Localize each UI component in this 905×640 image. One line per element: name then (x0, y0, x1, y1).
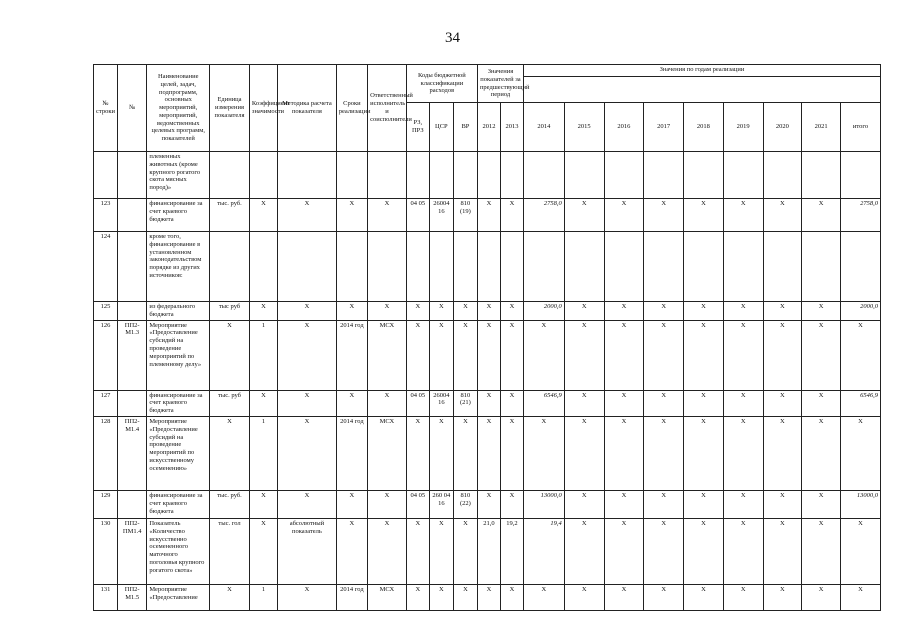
table-row (94, 302, 881, 321)
cell-rz: X (406, 518, 429, 584)
cell-y2017 (644, 152, 684, 199)
cell-y2019: X (723, 320, 763, 390)
cell-method (278, 232, 337, 302)
cell-num (118, 490, 147, 518)
table-row (94, 390, 881, 416)
header-y2019: 2019 (723, 103, 763, 152)
cell-vr: 810 (21) (453, 390, 477, 416)
cell-rz: X (406, 584, 429, 610)
cell-y2018: X (684, 199, 724, 232)
header-term: Сроки реализации (336, 65, 367, 152)
cell-total: X (840, 320, 880, 390)
cell-term: 2014 год (336, 416, 367, 490)
cell-resp: X (368, 518, 407, 584)
cell-resp: МСХ (368, 416, 407, 490)
cell-y2015: X (564, 518, 604, 584)
cell-method: X (278, 302, 337, 321)
cell-y2013: 19,2 (500, 518, 523, 584)
cell-y2013 (500, 152, 523, 199)
cell-y2012 (477, 232, 500, 302)
cell-y2017: X (644, 584, 684, 610)
header-method: Методика расчета показателя (278, 65, 337, 152)
cell-n: 126 (94, 320, 118, 390)
cell-y2017 (644, 232, 684, 302)
cell-term: X (336, 490, 367, 518)
cell-y2013: X (500, 584, 523, 610)
header-row-no: № строки (94, 65, 118, 152)
cell-y2020: X (763, 490, 802, 518)
cell-y2014: 19,4 (524, 518, 565, 584)
cell-y2012 (477, 152, 500, 199)
cell-resp (368, 232, 407, 302)
cell-csr: 260 04 16 (429, 490, 453, 518)
cell-term: X (336, 518, 367, 584)
table-row (94, 518, 881, 584)
cell-coef: 1 (249, 320, 277, 390)
cell-y2017: X (644, 320, 684, 390)
cell-y2013: X (500, 199, 523, 232)
header-y2017: 2017 (644, 103, 684, 152)
cell-y2017: X (644, 199, 684, 232)
cell-y2019 (723, 152, 763, 199)
cell-y2019: X (723, 490, 763, 518)
cell-unit (210, 152, 250, 199)
header-budget-codes: Коды бюджетной классификации расходов (406, 65, 477, 103)
cell-y2019: X (723, 302, 763, 321)
cell-y2017: X (644, 416, 684, 490)
header-y2016: 2016 (604, 103, 644, 152)
cell-n: 127 (94, 390, 118, 416)
cell-num (118, 152, 147, 199)
cell-y2020: X (763, 416, 802, 490)
cell-coef: X (249, 302, 277, 321)
cell-y2021 (802, 232, 841, 302)
cell-y2020 (763, 152, 802, 199)
cell-vr: X (453, 416, 477, 490)
cell-term: 2014 год (336, 584, 367, 610)
cell-n: 124 (94, 232, 118, 302)
cell-method: X (278, 390, 337, 416)
cell-term: 2014 год (336, 320, 367, 390)
cell-y2012: X (477, 302, 500, 321)
cell-rz: 04 05 (406, 490, 429, 518)
cell-name: финансирование за счет краевого бюджета (147, 490, 210, 518)
header-code-rz: РЗ, ПРЗ (406, 103, 429, 152)
cell-n: 128 (94, 416, 118, 490)
cell-y2020: X (763, 320, 802, 390)
cell-vr: X (453, 518, 477, 584)
cell-y2012: X (477, 584, 500, 610)
cell-coef: X (249, 199, 277, 232)
cell-y2013: X (500, 416, 523, 490)
cell-y2018: X (684, 416, 724, 490)
table-row (94, 490, 881, 518)
table-row (94, 320, 881, 390)
cell-csr: 26004 16 (429, 390, 453, 416)
cell-y2018: X (684, 320, 724, 390)
cell-resp (368, 152, 407, 199)
cell-vr: X (453, 302, 477, 321)
cell-vr: X (453, 320, 477, 390)
cell-num (118, 302, 147, 321)
cell-method: X (278, 584, 337, 610)
cell-y2015: X (564, 416, 604, 490)
cell-csr: X (429, 416, 453, 490)
cell-y2017: X (644, 490, 684, 518)
cell-num: ПП2-ПМ1.4 (118, 518, 147, 584)
cell-y2016 (604, 232, 644, 302)
cell-csr: X (429, 518, 453, 584)
cell-total: X (840, 416, 880, 490)
table-row (94, 416, 881, 490)
cell-name: Показатель «Количество искусственно осемененного маточного поголовья крупного рогатого скота» (147, 518, 210, 584)
cell-name: кроме того, финансирование в установленном законодательством порядке из других источников: (147, 232, 210, 302)
cell-y2021: X (802, 584, 841, 610)
cell-total (840, 152, 880, 199)
cell-total: 6546,9 (840, 390, 880, 416)
header-y2014: 2014 (524, 103, 565, 152)
cell-y2016: X (604, 518, 644, 584)
header-y2013: 2013 (500, 103, 523, 152)
header-years-values: Значения по годам реализации (524, 65, 881, 77)
cell-y2021: X (802, 199, 841, 232)
cell-y2018: X (684, 490, 724, 518)
cell-unit (210, 232, 250, 302)
cell-unit: тыс. руб. (210, 199, 250, 232)
header-total: итого (840, 103, 880, 152)
cell-name: Мероприятие «Предоставление субсидий на проведение мероприятий по искусственному осеменению» (147, 416, 210, 490)
cell-y2016 (604, 152, 644, 199)
cell-csr: X (429, 302, 453, 321)
cell-csr: X (429, 320, 453, 390)
cell-resp: МСХ (368, 584, 407, 610)
cell-name: финансирование за счет краевого бюджета (147, 390, 210, 416)
cell-y2014: 2758,0 (524, 199, 565, 232)
cell-y2015: X (564, 390, 604, 416)
cell-y2012: X (477, 199, 500, 232)
cell-rz (406, 152, 429, 199)
cell-total: X (840, 584, 880, 610)
cell-y2020: X (763, 518, 802, 584)
cell-y2014: X (524, 320, 565, 390)
cell-total (840, 232, 880, 302)
cell-method: X (278, 320, 337, 390)
header-y2021: 2021 (802, 103, 841, 152)
cell-y2014 (524, 152, 565, 199)
cell-term (336, 232, 367, 302)
cell-y2012: X (477, 320, 500, 390)
cell-vr: X (453, 584, 477, 610)
cell-y2016: X (604, 320, 644, 390)
cell-y2014 (524, 232, 565, 302)
cell-name: Мероприятие «Предоставление (147, 584, 210, 610)
cell-num: ПП2-М1.5 (118, 584, 147, 610)
cell-y2020 (763, 232, 802, 302)
cell-y2016: X (604, 584, 644, 610)
cell-y2020: X (763, 199, 802, 232)
cell-y2013: X (500, 490, 523, 518)
cell-y2018: X (684, 518, 724, 584)
cell-y2018 (684, 152, 724, 199)
cell-name: финансирование за счет краевого бюджета (147, 199, 210, 232)
cell-y2013: X (500, 320, 523, 390)
cell-resp: X (368, 302, 407, 321)
cell-rz: X (406, 416, 429, 490)
cell-y2020: X (763, 584, 802, 610)
header-y2020: 2020 (763, 103, 802, 152)
cell-rz: X (406, 302, 429, 321)
cell-total: 2758,0 (840, 199, 880, 232)
cell-rz: 04 05 (406, 390, 429, 416)
table-row (94, 152, 881, 199)
cell-y2015: X (564, 320, 604, 390)
cell-n: 123 (94, 199, 118, 232)
cell-vr: 810 (19) (453, 199, 477, 232)
cell-name: из федерального бюджета (147, 302, 210, 321)
header-y2018: 2018 (684, 103, 724, 152)
cell-y2019: X (723, 390, 763, 416)
cell-term: X (336, 199, 367, 232)
cell-y2021: X (802, 490, 841, 518)
cell-y2021: X (802, 416, 841, 490)
cell-y2019 (723, 232, 763, 302)
cell-y2012: X (477, 416, 500, 490)
cell-method (278, 152, 337, 199)
cell-unit: тыс. руб. (210, 490, 250, 518)
cell-y2015 (564, 152, 604, 199)
cell-num (118, 390, 147, 416)
header-code-csr: ЦСР (429, 103, 453, 152)
cell-y2014: X (524, 584, 565, 610)
header-code-vr: ВР (453, 103, 477, 152)
cell-unit: X (210, 416, 250, 490)
cell-y2015 (564, 232, 604, 302)
cell-num: ПП2-М1.3 (118, 320, 147, 390)
cell-coef: 1 (249, 584, 277, 610)
cell-y2016: X (604, 199, 644, 232)
header-num: № (118, 65, 147, 152)
cell-y2018 (684, 232, 724, 302)
cell-vr (453, 232, 477, 302)
cell-resp: X (368, 390, 407, 416)
cell-unit: X (210, 584, 250, 610)
cell-method: X (278, 416, 337, 490)
cell-csr (429, 232, 453, 302)
table-row (94, 584, 881, 610)
cell-rz (406, 232, 429, 302)
table-body (94, 152, 881, 611)
cell-num (118, 199, 147, 232)
cell-y2021: X (802, 320, 841, 390)
cell-y2015: X (564, 584, 604, 610)
cell-term (336, 152, 367, 199)
cell-y2018: X (684, 390, 724, 416)
cell-y2014: 6546,9 (524, 390, 565, 416)
budget-table (93, 64, 881, 611)
cell-term: X (336, 390, 367, 416)
cell-y2016: X (604, 416, 644, 490)
cell-y2012: X (477, 390, 500, 416)
header-y2015: 2015 (564, 103, 604, 152)
cell-y2018: X (684, 584, 724, 610)
cell-y2013: X (500, 302, 523, 321)
header-resp: Ответственный исполнитель и соисполнители (368, 65, 407, 152)
cell-y2016: X (604, 302, 644, 321)
cell-csr: X (429, 584, 453, 610)
cell-csr (429, 152, 453, 199)
cell-y2018: X (684, 302, 724, 321)
cell-y2013 (500, 232, 523, 302)
cell-unit: X (210, 320, 250, 390)
cell-rz: X (406, 320, 429, 390)
cell-unit: тыс руб (210, 302, 250, 321)
table-row (94, 232, 881, 302)
cell-y2020: X (763, 390, 802, 416)
cell-num: ПП2-М1.4 (118, 416, 147, 490)
header-y2012: 2012 (477, 103, 500, 152)
cell-y2021: X (802, 518, 841, 584)
cell-y2021: X (802, 302, 841, 321)
cell-y2016: X (604, 390, 644, 416)
cell-n: 129 (94, 490, 118, 518)
cell-y2014: 13000,0 (524, 490, 565, 518)
header-coef: Коэффициент значимости (249, 65, 277, 152)
cell-term: X (336, 302, 367, 321)
cell-y2021: X (802, 390, 841, 416)
cell-y2019: X (723, 518, 763, 584)
cell-method: X (278, 490, 337, 518)
cell-y2019: X (723, 199, 763, 232)
cell-unit: тыс. гол (210, 518, 250, 584)
cell-y2015: X (564, 490, 604, 518)
page-number: 34 (445, 30, 460, 46)
cell-coef: X (249, 518, 277, 584)
header-name: Наименование целей, задач, подпрограмм, основных мероприятий, мероприятий, ведомственных целевых программ, показателей (147, 65, 210, 152)
cell-resp: X (368, 490, 407, 518)
cell-y2017: X (644, 518, 684, 584)
cell-vr (453, 152, 477, 199)
cell-y2017: X (644, 302, 684, 321)
table-row (94, 199, 881, 232)
cell-total: 13000,0 (840, 490, 880, 518)
cell-n: 130 (94, 518, 118, 584)
cell-y2013: X (500, 390, 523, 416)
header-prev-values: Значения показателей за предшествующий период (477, 65, 523, 103)
cell-y2015: X (564, 302, 604, 321)
cell-y2015: X (564, 199, 604, 232)
cell-coef: X (249, 390, 277, 416)
cell-n: 131 (94, 584, 118, 610)
cell-total: 2000,0 (840, 302, 880, 321)
cell-num (118, 232, 147, 302)
cell-n: 125 (94, 302, 118, 321)
cell-name: Мероприятие «Предоставление субсидий на проведение мероприятий по племенному делу» (147, 320, 210, 390)
cell-rz: 04 05 (406, 199, 429, 232)
cell-y2016: X (604, 490, 644, 518)
cell-y2014: 2000,0 (524, 302, 565, 321)
cell-coef: X (249, 490, 277, 518)
cell-y2014: X (524, 416, 565, 490)
cell-n (94, 152, 118, 199)
cell-y2021 (802, 152, 841, 199)
cell-coef (249, 152, 277, 199)
cell-total: X (840, 518, 880, 584)
cell-csr: 26004 16 (429, 199, 453, 232)
header-unit: Единица измерения показателя (210, 65, 250, 152)
cell-method: X (278, 199, 337, 232)
cell-method: абсолютный показатель (278, 518, 337, 584)
cell-y2017: X (644, 390, 684, 416)
cell-y2019: X (723, 416, 763, 490)
cell-resp: X (368, 199, 407, 232)
cell-y2019: X (723, 584, 763, 610)
cell-y2012: X (477, 490, 500, 518)
header-years-spacer (524, 77, 881, 103)
cell-y2012: 21,0 (477, 518, 500, 584)
cell-coef: 1 (249, 416, 277, 490)
cell-unit: тыс. руб (210, 390, 250, 416)
cell-coef (249, 232, 277, 302)
cell-vr: 810 (22) (453, 490, 477, 518)
cell-name: племенных животных (кроме крупного рогатого скота мясных пород)» (147, 152, 210, 199)
cell-resp: МСХ (368, 320, 407, 390)
cell-y2020: X (763, 302, 802, 321)
